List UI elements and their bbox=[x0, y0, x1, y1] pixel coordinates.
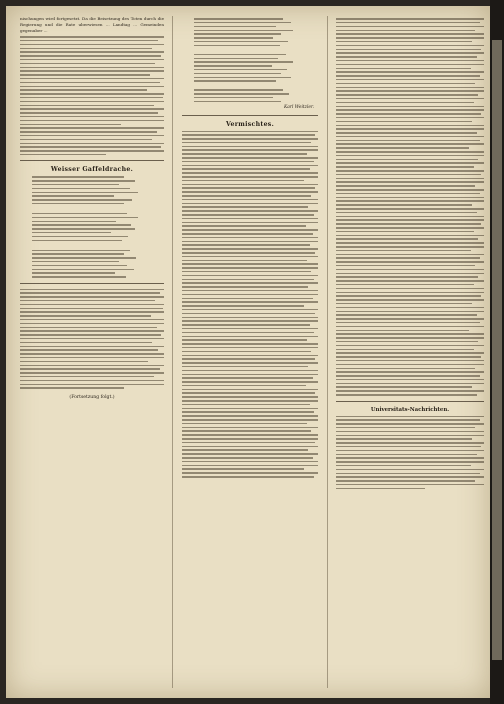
body-lines-lower bbox=[20, 289, 164, 389]
poem-verses bbox=[32, 176, 164, 277]
right-body bbox=[336, 18, 484, 395]
section-rule bbox=[20, 160, 164, 161]
paragraph-lead: nischungen wird fortgesetzt. Da die Beisetzung des Toten durch die Regierung und die Rate uberwiesen ... Landtag ... Gemeinden gegenuber ... bbox=[20, 16, 164, 33]
adjacent-page-edge bbox=[492, 40, 502, 660]
section-title-universitaet: Universitats-Nachrichten. bbox=[370, 406, 450, 413]
column-middle bbox=[182, 16, 318, 480]
newspaper-page bbox=[6, 6, 490, 698]
section-rule bbox=[336, 401, 484, 402]
verse-block bbox=[194, 18, 318, 102]
section-title-vermischtes: Vermischtes. bbox=[225, 120, 275, 128]
section-rule bbox=[182, 115, 318, 116]
column-divider bbox=[172, 16, 173, 688]
column-divider bbox=[327, 16, 328, 688]
section-rule bbox=[20, 283, 164, 284]
author-signature: Karl Weitzler. bbox=[283, 104, 314, 110]
book-spine-edge bbox=[490, 0, 504, 704]
continued-note: (Fortsetzung folgt.) bbox=[69, 394, 115, 400]
poem-title: Weisser Gaffeldrache. bbox=[50, 166, 134, 174]
vermischtes-body bbox=[182, 131, 318, 478]
universitaet-body bbox=[336, 416, 484, 490]
body-lines bbox=[20, 36, 164, 155]
column-left bbox=[20, 16, 164, 400]
column-right bbox=[336, 16, 484, 492]
